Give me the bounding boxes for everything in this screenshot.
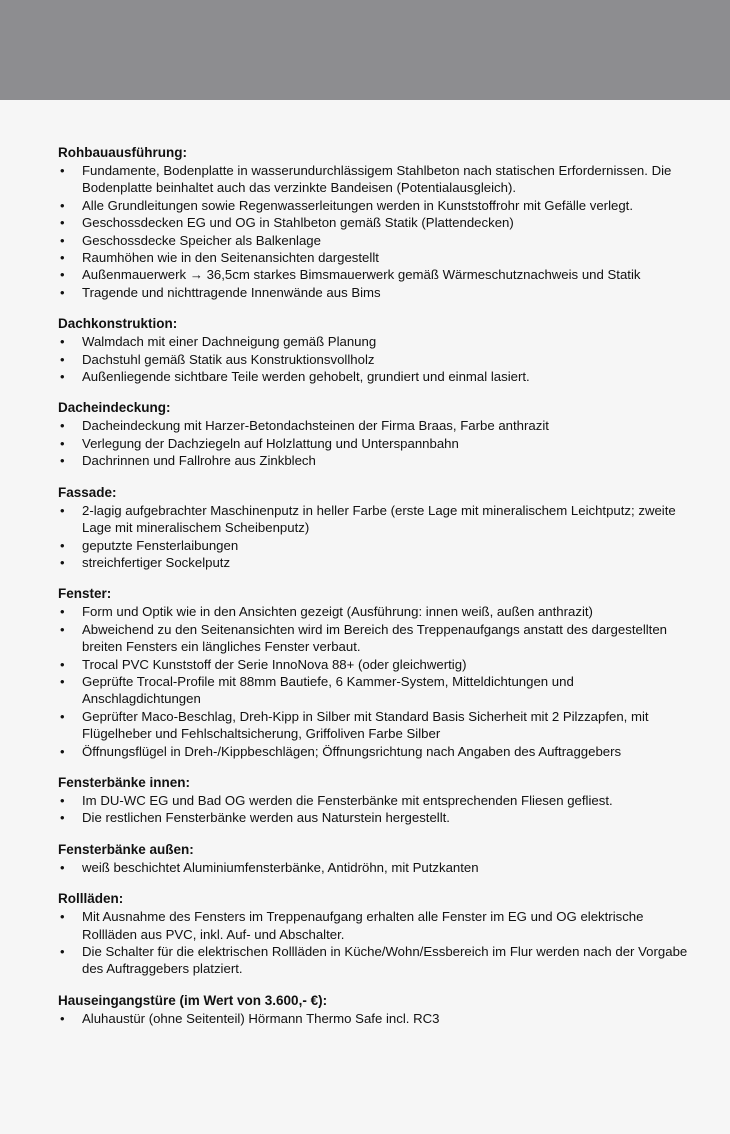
list-item: • Dachstuhl gemäß Statik aus Konstruktionsvollholz — [58, 351, 690, 368]
bullet-list — [58, 502, 690, 572]
list-item: • Abweichend zu den Seitenansichten wird im Bereich des Treppenaufgangs anstatt des dargestellten breiten Fensters ein längliches Fenster verbaut. — [58, 621, 690, 656]
section-dacheindeckung — [58, 399, 690, 469]
list-item: • Die Schalter für die elektrischen Rollläden in Küche/Wohn/Essbereich im Flur werden nach der Vorgabe des Auftraggebers platziert. — [58, 943, 690, 978]
list-item: • Form und Optik wie in den Ansichten gezeigt (Ausführung: innen weiß, außen anthrazit) — [58, 603, 690, 620]
list-item: • Öffnungsflügel in Dreh-/Kippbeschlägen; Öffnungsrichtung nach Angaben des Auftraggebers — [58, 743, 690, 760]
section-fassade — [58, 484, 690, 572]
section-dachkonstruktion — [58, 315, 690, 385]
list-item: • geputzte Fensterlaibungen — [58, 537, 690, 554]
section-title: Dacheindeckung: — [58, 400, 171, 416]
bullet-list — [58, 603, 690, 760]
list-item: • Geprüfte Trocal-Profile mit 88mm Bautiefe, 6 Kammer-System, Mitteldichtungen und Anschlagdichtungen — [58, 673, 690, 708]
section-title: Fensterbänke außen: — [58, 841, 194, 857]
section-title: Rollläden: — [58, 891, 124, 907]
section-fenster — [58, 585, 690, 760]
list-item: • Tragende und nichttragende Innenwände aus Bims — [58, 284, 690, 301]
bullet-list — [58, 333, 690, 385]
list-item: • Dachrinnen und Fallrohre aus Zinkblech — [58, 452, 690, 469]
list-item: • weiß beschichtet Aluminiumfensterbänke, Antidröhn, mit Putzkanten — [58, 859, 690, 876]
list-item: • Geschossdecken EG und OG in Stahlbeton gemäß Statik (Plattendecken) — [58, 214, 690, 231]
list-item: • 2-lagig aufgebrachter Maschinenputz in heller Farbe (erste Lage mit mineralischem Leichtputz; zweite Lage mit mineralischem Scheibenputz) — [58, 502, 690, 537]
list-item: • Trocal PVC Kunststoff der Serie InnoNova 88+ (oder gleichwertig) — [58, 656, 690, 673]
bullet-list — [58, 1010, 690, 1027]
list-item: • Dacheindeckung mit Harzer-Betondachsteinen der Firma Braas, Farbe anthrazit — [58, 417, 690, 434]
section-title: Dachkonstruktion: — [58, 316, 178, 332]
list-item: • streichfertiger Sockelputz — [58, 554, 690, 571]
document-page — [0, 100, 730, 1134]
list-item: • Fundamente, Bodenplatte in wasserundurchlässigem Stahlbeton nach statischen Erfordernissen. Die Bodenplatte beinhaltet auch das verzinkte Bandeisen (Potentialausgleich). — [58, 162, 690, 197]
list-item: • Außenliegende sichtbare Teile werden gehobelt, grundiert und einmal lasiert. — [58, 368, 690, 385]
bullet-list — [58, 417, 690, 469]
list-item: • Raumhöhen wie in den Seitenansichten dargestellt — [58, 249, 690, 266]
list-item: • Geprüfter Maco-Beschlag, Dreh-Kipp in Silber mit Standard Basis Sicherheit mit 2 Pilzzapfen, mit Flügelheber und Fehlschaltsicherung, Griffoliven Farbe Silber — [58, 708, 690, 743]
list-item: • Walmdach mit einer Dachneigung gemäß Planung — [58, 333, 690, 350]
list-item: • Aluhaustür (ohne Seitenteil) Hörmann Thermo Safe incl. RC3 — [58, 1010, 690, 1027]
section-hauseingangstuere — [58, 992, 690, 1027]
list-item: • Die restlichen Fensterbänke werden aus Naturstein hergestellt. — [58, 809, 690, 826]
bullet-list — [58, 792, 690, 827]
section-rolllaeden — [58, 890, 690, 978]
list-item: • Alle Grundleitungen sowie Regenwasserleitungen werden in Kunststoffrohr mit Gefälle verlegt. — [58, 197, 690, 214]
section-title: Hauseingangstüre (im Wert von 3.600,- €): — [58, 992, 328, 1008]
section-title: Rohbauausführung: — [58, 145, 187, 160]
list-item: • Außenmauerwerk → 36,5cm starkes Bimsmauerwerk gemäß Wärmeschutznachweis und Statik — [58, 266, 690, 283]
section-title: Fenster: — [58, 586, 112, 602]
list-item: • Im DU-WC EG und Bad OG werden die Fensterbänke mit entsprechenden Fliesen gefliest. — [58, 792, 690, 809]
bullet-list — [58, 859, 690, 876]
section-title: Fensterbänke innen: — [58, 774, 191, 790]
section-rohbau — [58, 144, 690, 301]
list-item: • Mit Ausnahme des Fensters im Treppenaufgang erhalten alle Fenster im EG und OG elektrische Rollläden aus PVC, inkl. Auf- und Abschalter. — [58, 908, 690, 943]
section-fensterbaenke-innen — [58, 774, 690, 827]
bullet-list — [58, 908, 690, 978]
top-header-bar — [0, 0, 730, 100]
list-item: • Geschossdecke Speicher als Balkenlage — [58, 232, 690, 249]
section-title: Fassade: — [58, 484, 117, 500]
section-fensterbaenke-aussen — [58, 841, 690, 876]
bullet-list — [58, 162, 690, 301]
list-item: • Verlegung der Dachziegeln auf Holzlattung und Unterspannbahn — [58, 435, 690, 452]
